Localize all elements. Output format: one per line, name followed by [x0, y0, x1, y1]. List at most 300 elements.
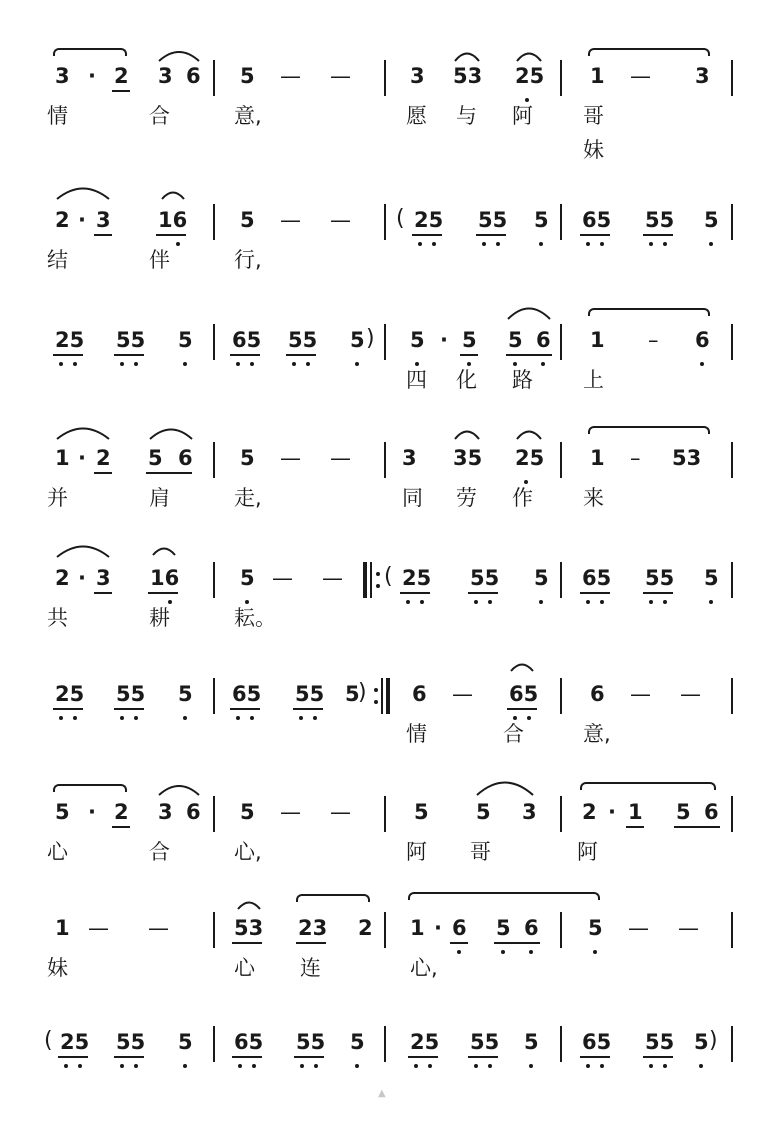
note: 1	[590, 446, 605, 470]
low-octave-dot	[183, 716, 187, 720]
lyric: 合	[149, 104, 170, 128]
lyric: 结	[47, 248, 68, 272]
underline	[94, 592, 112, 594]
barline	[384, 324, 386, 360]
low-octave-dot	[513, 716, 517, 720]
tie-bracket	[53, 48, 127, 56]
note: 5	[588, 916, 603, 940]
low-octave-dot	[250, 362, 254, 366]
note: 5	[508, 328, 523, 352]
low-octave-dot	[649, 242, 653, 246]
underline	[232, 942, 262, 944]
underline	[643, 234, 673, 236]
lyric: 同	[402, 486, 423, 510]
note: 5	[178, 1030, 193, 1054]
underline	[114, 1056, 144, 1058]
note: 55	[116, 1030, 146, 1054]
note: 6	[186, 64, 201, 88]
low-octave-dot	[134, 1064, 138, 1068]
barline	[560, 796, 562, 832]
note: 1	[55, 446, 70, 470]
barline	[560, 324, 562, 360]
note: 3	[96, 208, 111, 232]
note: 53	[234, 916, 264, 940]
dash: —	[680, 682, 701, 706]
note: 3	[158, 800, 173, 824]
low-octave-dot	[539, 242, 543, 246]
note: 5	[350, 1030, 365, 1054]
slur	[452, 424, 482, 440]
low-octave-dot	[73, 716, 77, 720]
score-system-2	[0, 160, 772, 280]
lyric-line-2: 妹	[583, 138, 604, 162]
low-octave-dot	[250, 716, 254, 720]
barline	[731, 796, 733, 832]
low-octave-dot	[300, 1064, 304, 1068]
lyric: 阿	[577, 840, 598, 864]
underline	[296, 942, 326, 944]
lyric: 合	[149, 840, 170, 864]
slur	[54, 422, 112, 440]
note: 5	[524, 1030, 539, 1054]
low-octave-dot	[355, 362, 359, 366]
note: 55	[296, 1030, 326, 1054]
underline	[114, 354, 144, 356]
dash: —	[330, 64, 351, 88]
note: 6	[452, 916, 467, 940]
dash: —	[148, 916, 169, 940]
low-octave-dot	[120, 716, 124, 720]
tie-bracket	[588, 308, 710, 316]
low-octave-dot	[64, 1064, 68, 1068]
barline	[213, 442, 215, 478]
close-paren: )	[709, 1028, 718, 1053]
dash: —	[452, 682, 473, 706]
low-octave-dot	[183, 362, 187, 366]
score-system-7	[0, 760, 772, 880]
low-octave-dot	[699, 1064, 703, 1068]
note: 5	[534, 208, 549, 232]
lyric: 耘。	[234, 606, 276, 630]
score-system-8	[0, 880, 772, 1000]
low-octave-dot	[474, 600, 478, 604]
note: 25	[515, 64, 545, 88]
note: 2	[55, 566, 70, 590]
lyric: 心,	[410, 956, 438, 980]
slur	[159, 186, 187, 200]
low-octave-dot	[73, 362, 77, 366]
low-octave-dot	[414, 1064, 418, 1068]
barline	[731, 204, 733, 240]
lyric: 合	[503, 722, 524, 746]
note: 6	[186, 800, 201, 824]
note: 55	[645, 566, 675, 590]
underline	[232, 1056, 262, 1058]
dash: —	[630, 682, 651, 706]
note: 5	[240, 800, 255, 824]
lyric: 哥	[470, 840, 491, 864]
barline	[213, 204, 215, 240]
underline	[114, 708, 144, 710]
note: 3	[55, 64, 70, 88]
low-octave-dot	[134, 362, 138, 366]
note: 65	[582, 1030, 612, 1054]
note: 1	[410, 916, 425, 940]
barline	[213, 60, 215, 96]
note: 53	[672, 446, 702, 470]
low-octave-dot	[529, 1064, 533, 1068]
lyric: 化	[456, 368, 477, 392]
repeat-dot	[376, 572, 380, 576]
underline	[626, 826, 644, 828]
tie-bracket	[408, 892, 600, 900]
low-octave-dot	[649, 600, 653, 604]
underline	[580, 1056, 610, 1058]
note: 5	[410, 328, 425, 352]
slur	[514, 424, 544, 440]
underline	[468, 1056, 498, 1058]
note: 5	[476, 800, 491, 824]
low-octave-dot	[482, 242, 486, 246]
note: 5	[462, 328, 477, 352]
underline	[148, 592, 178, 594]
note: 2	[96, 446, 111, 470]
underline	[450, 942, 468, 944]
lyric: 心	[47, 840, 68, 864]
close-paren: )	[358, 680, 367, 705]
score-system-5	[0, 520, 772, 640]
underline	[674, 826, 720, 828]
underline	[412, 234, 442, 236]
low-octave-dot	[524, 480, 528, 484]
note: 2	[114, 800, 129, 824]
dash: —	[280, 446, 301, 470]
low-octave-dot	[457, 950, 461, 954]
score-system-9	[0, 1000, 772, 1120]
low-octave-dot	[299, 716, 303, 720]
barline	[213, 912, 215, 948]
close-paren: )	[366, 326, 375, 351]
note: 25	[55, 328, 85, 352]
repeat-barline	[363, 562, 367, 598]
tie-bracket	[580, 782, 716, 790]
low-octave-dot	[406, 600, 410, 604]
note: 55	[645, 1030, 675, 1054]
note: 35	[453, 446, 483, 470]
low-octave-dot	[236, 716, 240, 720]
lyric: 作	[512, 486, 533, 510]
low-octave-dot	[663, 1064, 667, 1068]
note: 65	[234, 1030, 264, 1054]
note: 65	[582, 208, 612, 232]
low-octave-dot	[488, 1064, 492, 1068]
open-paren: (	[396, 206, 405, 231]
underline	[53, 354, 83, 356]
note: 5	[178, 328, 193, 352]
note: 5	[350, 328, 365, 352]
low-octave-dot	[663, 600, 667, 604]
slur	[235, 896, 263, 910]
lyric: 耕	[149, 606, 170, 630]
low-octave-dot	[501, 950, 505, 954]
note: 65	[232, 328, 262, 352]
low-octave-dot	[245, 600, 249, 604]
slur	[150, 542, 178, 556]
underline	[476, 234, 506, 236]
slur	[54, 182, 112, 200]
note: 5	[178, 682, 193, 706]
note: 6	[536, 328, 551, 352]
note: 5	[676, 800, 691, 824]
barline	[384, 60, 386, 96]
underline	[408, 1056, 438, 1058]
note: 3	[695, 64, 710, 88]
barline	[213, 1026, 215, 1062]
low-octave-dot	[355, 1064, 359, 1068]
dash: —	[330, 800, 351, 824]
low-octave-dot	[474, 1064, 478, 1068]
repeat-dot	[374, 688, 378, 692]
note: 55	[295, 682, 325, 706]
lyric: 情	[406, 722, 427, 746]
low-octave-dot	[236, 362, 240, 366]
note: 5	[704, 208, 719, 232]
note: 55	[116, 682, 146, 706]
tie-bracket	[588, 426, 710, 434]
lyric: 伴	[149, 248, 170, 272]
underline	[156, 234, 186, 236]
dot-rhythm: ·	[78, 208, 86, 232]
barline	[384, 912, 386, 948]
note: 55	[470, 1030, 500, 1054]
note: 65	[582, 566, 612, 590]
note: 2	[114, 64, 129, 88]
underline	[112, 90, 130, 92]
note: 25	[515, 446, 545, 470]
lyric: 情	[47, 104, 68, 128]
note: 5	[704, 566, 719, 590]
note: 6	[412, 682, 427, 706]
note: 5	[534, 566, 549, 590]
underline	[58, 1056, 88, 1058]
repeat-barline	[386, 678, 390, 714]
note: 5	[240, 208, 255, 232]
lyric: 心	[234, 956, 255, 980]
barline	[560, 562, 562, 598]
lyric: 并	[47, 486, 68, 510]
dot-rhythm: ·	[608, 800, 616, 824]
open-paren: (	[44, 1028, 53, 1053]
note: 3	[96, 566, 111, 590]
slur	[54, 540, 112, 558]
low-octave-dot	[649, 1064, 653, 1068]
note: 2	[582, 800, 597, 824]
repeat-dot	[374, 700, 378, 704]
barline	[731, 678, 733, 714]
note: 23	[298, 916, 328, 940]
note: 6	[178, 446, 193, 470]
page-mark: ▲	[378, 1088, 386, 1099]
barline	[560, 1026, 562, 1062]
low-octave-dot	[415, 362, 419, 366]
note: 3	[158, 64, 173, 88]
dash: —	[280, 208, 301, 232]
underline	[94, 472, 112, 474]
slur	[156, 780, 202, 796]
underline	[580, 234, 610, 236]
low-octave-dot	[709, 600, 713, 604]
lyric: 愿	[406, 104, 427, 128]
low-octave-dot	[700, 362, 704, 366]
note: 5	[240, 566, 255, 590]
underline	[400, 592, 430, 594]
underline	[506, 354, 552, 356]
open-paren: (	[384, 564, 393, 589]
low-octave-dot	[600, 1064, 604, 1068]
low-octave-dot	[496, 242, 500, 246]
barline	[560, 442, 562, 478]
note: 5	[240, 64, 255, 88]
score-system-6	[0, 640, 772, 760]
note: 25	[402, 566, 432, 590]
note: 5	[345, 682, 360, 706]
low-octave-dot	[709, 242, 713, 246]
note: 5	[496, 916, 511, 940]
note: 2	[358, 916, 373, 940]
note: 55	[288, 328, 318, 352]
note: 16	[150, 566, 180, 590]
lyric: 来	[583, 486, 604, 510]
low-octave-dot	[420, 600, 424, 604]
low-octave-dot	[314, 1064, 318, 1068]
low-octave-dot	[428, 1064, 432, 1068]
dot-rhythm: ·	[78, 566, 86, 590]
note: 65	[509, 682, 539, 706]
low-octave-dot	[252, 1064, 256, 1068]
dash: —	[678, 916, 699, 940]
note: 55	[645, 208, 675, 232]
note: 5	[148, 446, 163, 470]
score-system-1	[0, 40, 772, 160]
dash: —	[322, 566, 343, 590]
lyric: 行,	[234, 248, 262, 272]
barline	[731, 562, 733, 598]
note: 25	[60, 1030, 90, 1054]
dash: —	[330, 208, 351, 232]
barline	[213, 562, 215, 598]
low-octave-dot	[418, 242, 422, 246]
lyric: 走,	[234, 486, 262, 510]
underline	[507, 708, 537, 710]
barline	[731, 442, 733, 478]
low-octave-dot	[176, 242, 180, 246]
note: 55	[470, 566, 500, 590]
low-octave-dot	[306, 362, 310, 366]
dash: —	[628, 916, 649, 940]
lyric: 路	[512, 368, 533, 392]
underline	[294, 1056, 324, 1058]
lyric: 共	[47, 606, 68, 630]
low-octave-dot	[467, 362, 471, 366]
lyric: 阿	[406, 840, 427, 864]
dot-rhythm: ·	[434, 916, 442, 940]
low-octave-dot	[525, 98, 529, 102]
note: 1	[590, 64, 605, 88]
tie-bracket	[588, 48, 710, 56]
low-octave-dot	[292, 362, 296, 366]
dash: —	[630, 64, 651, 88]
low-octave-dot	[593, 950, 597, 954]
low-octave-dot	[663, 242, 667, 246]
slur	[147, 422, 195, 440]
low-octave-dot	[59, 362, 63, 366]
note: 16	[158, 208, 188, 232]
note: 6	[695, 328, 710, 352]
barline	[560, 60, 562, 96]
low-octave-dot	[600, 242, 604, 246]
note: 25	[55, 682, 85, 706]
underline	[460, 354, 478, 356]
note: 5	[694, 1030, 709, 1054]
note: 1	[55, 916, 70, 940]
barline	[384, 204, 386, 240]
low-octave-dot	[134, 716, 138, 720]
low-octave-dot	[168, 600, 172, 604]
dot-rhythm: ·	[78, 446, 86, 470]
barline	[384, 796, 386, 832]
tie-bracket	[53, 784, 127, 792]
low-octave-dot	[488, 600, 492, 604]
low-octave-dot	[183, 1064, 187, 1068]
low-octave-dot	[529, 950, 533, 954]
lyric: 劳	[456, 486, 477, 510]
underline	[580, 592, 610, 594]
lyric: 哥	[583, 104, 604, 128]
lyric: 四	[406, 368, 427, 392]
note: 2	[55, 208, 70, 232]
low-octave-dot	[313, 716, 317, 720]
low-octave-dot	[59, 716, 63, 720]
barline	[560, 912, 562, 948]
underline	[643, 1056, 673, 1058]
note: 1	[628, 800, 643, 824]
low-octave-dot	[586, 600, 590, 604]
note: 53	[453, 64, 483, 88]
lyric: 连	[300, 956, 321, 980]
barline	[213, 796, 215, 832]
slur	[508, 658, 536, 672]
note: 5	[55, 800, 70, 824]
dash: –	[630, 446, 641, 470]
repeat-barline-thin	[370, 562, 372, 598]
score-system-3	[0, 280, 772, 400]
underline	[230, 708, 260, 710]
note: 5	[414, 800, 429, 824]
low-octave-dot	[120, 1064, 124, 1068]
underline	[94, 234, 112, 236]
underline	[112, 826, 130, 828]
underline	[146, 472, 192, 474]
barline	[560, 204, 562, 240]
barline	[731, 60, 733, 96]
repeat-dot	[376, 584, 380, 588]
dash: —	[272, 566, 293, 590]
slur	[505, 302, 553, 320]
note: 6	[704, 800, 719, 824]
lyric: 与	[456, 104, 477, 128]
low-octave-dot	[586, 1064, 590, 1068]
barline	[384, 1026, 386, 1062]
